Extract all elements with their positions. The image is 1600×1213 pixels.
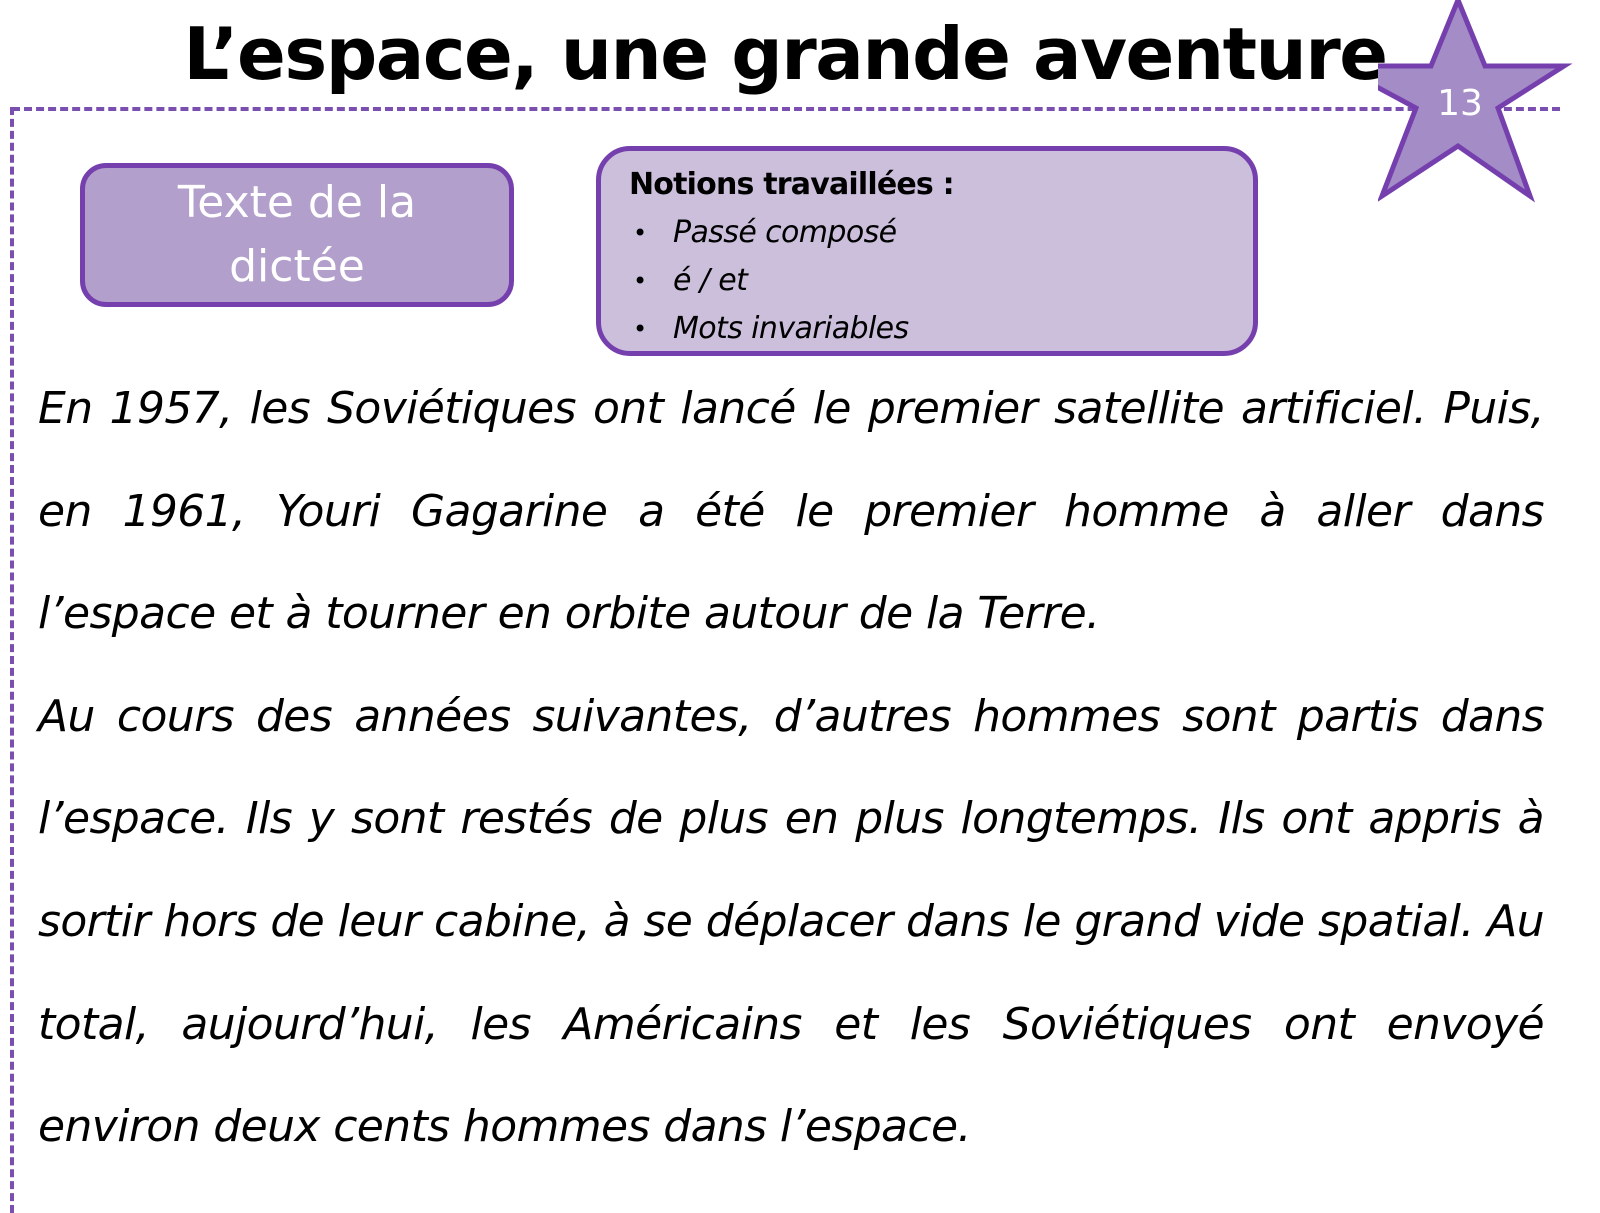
- dictee-label: Texte de la dictée: [177, 177, 417, 292]
- dashed-frame-top: [12, 107, 1560, 111]
- bullet-icon: •: [633, 219, 647, 247]
- notions-box: [596, 146, 1258, 356]
- list-item: [629, 305, 1253, 353]
- notions-list: [629, 209, 1253, 353]
- dashed-frame-left: [10, 107, 14, 1213]
- lesson-number: 13: [1437, 83, 1483, 124]
- bullet-icon: •: [633, 267, 647, 295]
- page-title: L’espace, une grande aventure: [183, 12, 1387, 96]
- notion-text: Mots invariables: [673, 311, 909, 346]
- notion-text: Passé composé: [673, 215, 897, 250]
- notion-text: é / et: [673, 263, 748, 298]
- dictation-text: [38, 358, 1544, 1179]
- paragraph: Au cours des années suivantes, d’autres hommes sont partis dans l’espace. Ils y sont restés de plus en plus longtemps. Ils ont appris à sortir hors de leur cabine, à se déplacer dans le grand vide spatial. Au total, aujourd’hui, les Américains et les Soviétiques ont envoyé environ deux cents hommes dans l’espace.: [38, 690, 1544, 1153]
- notions-heading: Notions travaillées :: [629, 167, 954, 202]
- bullet-icon: •: [633, 315, 647, 343]
- list-item: [629, 257, 1253, 305]
- dictee-box: [80, 163, 514, 307]
- list-item: [629, 209, 1253, 257]
- paragraph: En 1957, les Soviétiques ont lancé le premier satellite artificiel. Puis, en 1961, Youri Gagarine a été le premier homme à aller dans l’espace et à tourner en orbite autour de la Terre.: [38, 383, 1544, 640]
